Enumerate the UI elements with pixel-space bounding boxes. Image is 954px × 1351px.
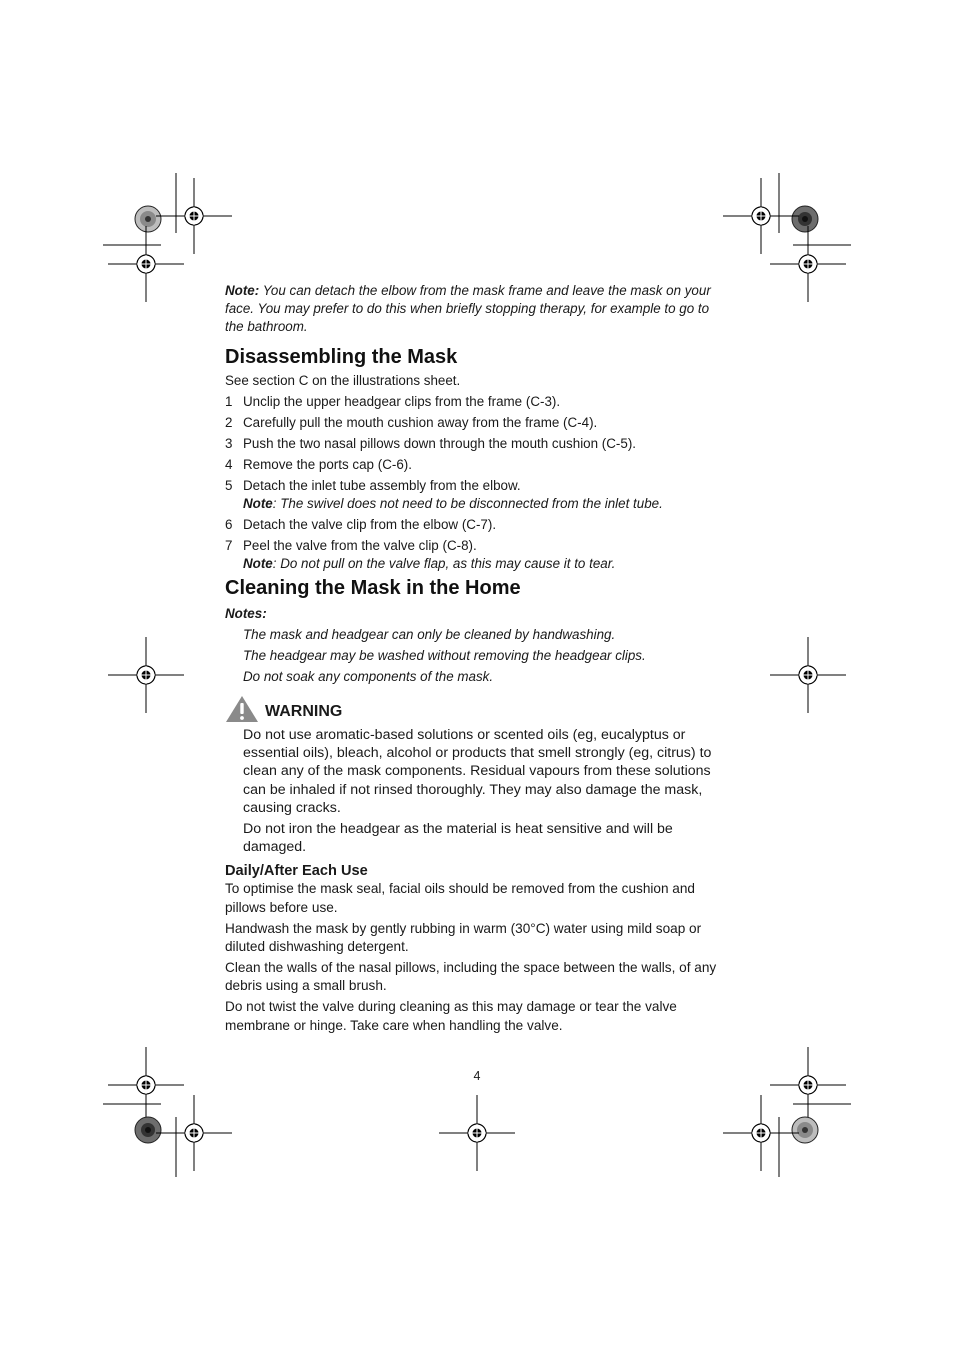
step-number: 1 (225, 394, 233, 409)
step-note-label: Note (243, 496, 273, 511)
intro-ref: C (298, 373, 309, 388)
step-note-label: Note (243, 556, 273, 571)
step-text: Carefully pull the mouth cushion away from the frame ( (243, 415, 568, 430)
notes-heading: Notes: (225, 606, 267, 621)
step-text: Detach the valve clip from the elbow ( (243, 517, 467, 532)
cleaning-notes (225, 626, 720, 686)
warning-paragraph: Do not iron the headgear as the material is heat sensitive and will be damaged. (243, 821, 673, 856)
step-number: 5 (225, 478, 233, 493)
list-item (225, 435, 720, 453)
list-item (225, 456, 720, 474)
step-end: ). (589, 415, 598, 430)
daily-section (225, 862, 720, 1035)
step-text: Push the two nasal pillows down through the mouth cushion ( (243, 436, 607, 451)
cleaning-heading: Cleaning the Mask in the Home (225, 577, 521, 599)
step-number: 2 (225, 415, 233, 430)
disassembling-intro (225, 372, 720, 390)
step-end: ). (403, 457, 412, 472)
list-item: The headgear may be washed without removing the headgear clips. (243, 648, 646, 663)
list-item: Do not soak any components of the mask. (243, 669, 494, 684)
step-ref: C-3 (530, 394, 552, 409)
step-number: 6 (225, 517, 233, 532)
daily-paragraph: Do not twist the valve during cleaning as this may damage or tear the valve membrane or hinge. Take care when handling the valve. (225, 998, 677, 1033)
daily-paragraph: Clean the walls of the nasal pillows, including the space between the walls, of any debris using a small brush. (225, 959, 717, 994)
list-item (225, 477, 720, 513)
daily-paragraph: Handwash the mask by gently rubbing in warm (30°C) water using mild soap or diluted dishwashing detergent. (225, 920, 702, 955)
step-number: 4 (225, 457, 233, 472)
list-item (225, 414, 720, 432)
daily-paragraph: To optimise the mask seal, facial oils should be removed from the cushion and pillows before use. (225, 881, 695, 916)
warning-triangle-icon (225, 695, 259, 723)
disassembly-steps (225, 393, 720, 573)
warning-paragraph: Do not use aromatic-based solutions or scented oils (eg, eucalyptus or essential oils), bleach, alcohol or products that smell strongly (eg, citrus) to clean any of the mask components. Residual vapours from these solutions can be inhaled if not rinsed thoroughly. They may also damage the mask, causing cracks. (243, 727, 712, 816)
intro-pre: See section (225, 373, 299, 388)
warning-title: WARNING (265, 703, 343, 720)
list-item (225, 537, 720, 573)
disassembling-heading: Disassembling the Mask (225, 346, 458, 368)
daily-heading: Daily/After Each Use (225, 863, 368, 880)
step-number: 3 (225, 436, 233, 451)
step-ref: C-5 (606, 436, 628, 451)
page-number: 4 (473, 1069, 481, 1083)
step-text: Unclip the upper headgear clips from the frame ( (243, 394, 531, 409)
step-note (243, 556, 615, 571)
step-number: 7 (225, 538, 233, 553)
step-end: ). (468, 538, 477, 553)
step-ref: C-8 (446, 538, 469, 553)
note-label: Note: (225, 283, 260, 298)
step-text: Remove the ports cap ( (243, 457, 383, 472)
step-text: Peel the valve from the valve clip ( (243, 538, 447, 553)
step-end: ). (627, 436, 637, 451)
list-item (225, 393, 720, 411)
list-item (225, 516, 720, 534)
intro-post: on the illustrations sheet. (308, 373, 461, 388)
step-text: Detach the inlet tube assembly from the elbow. (243, 478, 521, 493)
intro-note (225, 282, 720, 336)
step-ref: C-7 (466, 517, 488, 532)
list-item: The mask and headgear can only be cleaned by handwashing. (243, 627, 616, 642)
step-end: ). (551, 394, 561, 409)
step-note-text: : Do not pull on the valve flap, as this may cause it to tear. (272, 556, 616, 571)
warning-header (225, 694, 720, 724)
note-text: You can detach the elbow from the mask frame and leave the mask on your face. You may prefer to do this when briefly stopping therapy, for example to go to the bathroom. (225, 283, 711, 334)
page-content (225, 282, 720, 1037)
step-ref: C-6 (382, 457, 404, 472)
step-ref: C-4 (567, 415, 590, 430)
step-note-text: : The swivel does not need to be disconnected from the inlet tube. (272, 496, 663, 511)
step-end: ). (487, 517, 497, 532)
step-note (243, 496, 663, 511)
warning-body (225, 726, 720, 856)
